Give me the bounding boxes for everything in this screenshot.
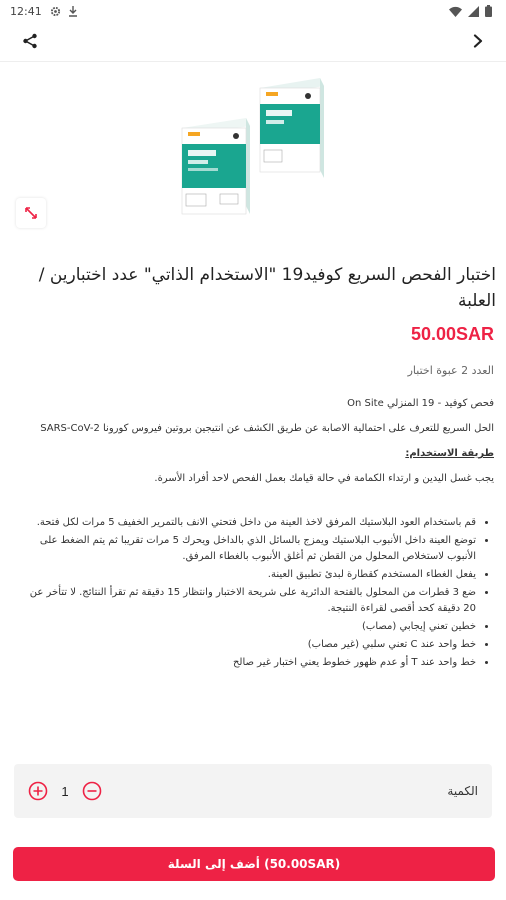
usage-heading: طريقة الاستخدام: bbox=[405, 448, 494, 459]
expand-image-button[interactable] bbox=[16, 198, 46, 228]
test-kit-illustration bbox=[160, 64, 346, 250]
quantity-stepper bbox=[28, 781, 102, 801]
product-title: اختبار الفحص السريع كوفيد19 "الاستخدام الذاتي" عدد اختبارين / العلبة bbox=[38, 265, 496, 311]
back-button[interactable] bbox=[464, 27, 492, 55]
status-time: 12:41 bbox=[10, 4, 42, 18]
app-bar bbox=[0, 22, 506, 60]
download-icon bbox=[69, 6, 77, 17]
pack-note: العدد 2 عبوة اختبار bbox=[407, 364, 494, 377]
status-right bbox=[449, 5, 492, 17]
usage-step: • قم باستخدام العود البلاستيك المرفق لاخذ العينة من داخل فتحتي الانف بالتمرير الخفيف 5 مرات لكل فتحة. bbox=[14, 515, 476, 531]
app-bar-divider bbox=[0, 61, 506, 62]
quantity-selector bbox=[14, 764, 492, 818]
product-price: 50.00SAR bbox=[410, 324, 494, 344]
status-left bbox=[10, 5, 77, 18]
back-chevron-icon bbox=[472, 34, 484, 48]
share-button[interactable] bbox=[16, 27, 44, 55]
quantity-value: 1 bbox=[61, 783, 69, 799]
add-to-cart-button[interactable] bbox=[13, 847, 495, 881]
quantity-label: الكمية bbox=[447, 784, 478, 798]
product-image[interactable] bbox=[160, 64, 346, 250]
expand-icon bbox=[24, 206, 38, 220]
add-to-cart-label: أضف إلى السلة (50.00SAR) bbox=[167, 857, 341, 871]
usage-step: • خطين تعني إيجابي (مصاب) bbox=[14, 619, 476, 635]
description-line-1: فحص كوفيد - 19 المنزلي On Site bbox=[347, 398, 494, 409]
signal-icon bbox=[468, 6, 479, 17]
description-line-2: الحل السريع للتعرف على احتمالية الاصابة عن طريق الكشف عن انتيجين بروتين فيروس كورونا SARS-CoV-2 bbox=[40, 423, 494, 434]
product-description bbox=[14, 396, 494, 673]
status-bar bbox=[0, 0, 506, 22]
share-icon bbox=[22, 33, 38, 49]
decrease-quantity-button[interactable] bbox=[82, 781, 102, 801]
battery-icon bbox=[485, 5, 492, 17]
usage-step: • يفعل الغطاء المستخدم كقطارة لبدئ تطبيق العينة. bbox=[14, 567, 476, 583]
usage-step: • خط واحد عند C تعني سلبي (غير مصاب) bbox=[14, 637, 476, 653]
usage-step: • ضع 3 قطرات من المحلول بالفتحة الدائرية على شريحة الاختبار وانتظار 15 دقيقة ثم تقرأ النتائج. لا تتأخر عن 20 دقيقة كحد أقصى لقراءة النتيجة. bbox=[14, 585, 476, 617]
minus-circle-icon bbox=[82, 781, 102, 801]
plus-circle-icon bbox=[28, 781, 48, 801]
wifi-icon bbox=[449, 6, 462, 17]
usage-intro: يجب غسل اليدين و ارتداء الكمامة في حالة قيامك بعمل الفحص لاحد أفراد الأسرة. bbox=[154, 473, 494, 484]
usage-step: • خط واحد عند T أو عدم ظهور خطوط يعني اختبار غير صالح bbox=[14, 655, 476, 671]
usage-step: • توضع العينة داخل الأنبوب البلاستيك ويمزج بالسائل الذي بالداخل ويحرك 5 مرات تقريبا ثم يتم الضغط على الأنبوب لاستخلاص المحلول من القطن ثم أغلق الأنبوب بالغطاء المرفق. bbox=[14, 533, 476, 565]
increase-quantity-button[interactable] bbox=[28, 781, 48, 801]
usage-steps bbox=[14, 515, 494, 671]
settings-icon bbox=[50, 6, 61, 17]
